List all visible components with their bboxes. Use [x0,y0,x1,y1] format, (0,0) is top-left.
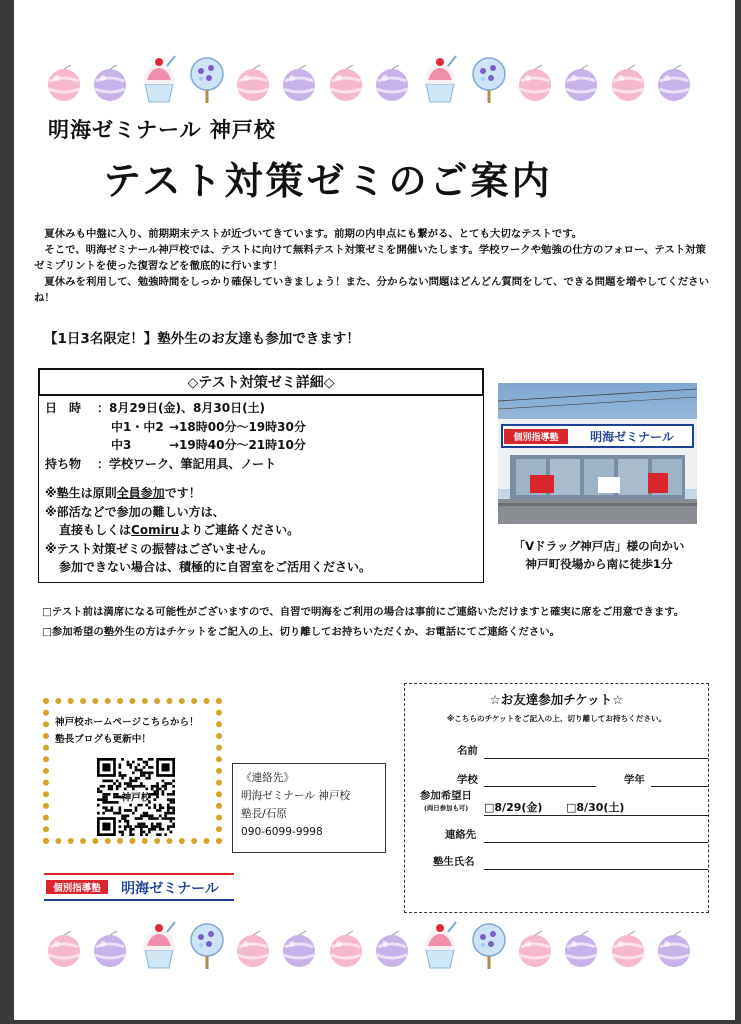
pink-water-balloon-icon [515,930,555,974]
details-heading: ◇テスト対策ゼミ詳細◇ [38,368,484,396]
logo-name: 明海ゼミナール [121,881,219,897]
contact-phone[interactable]: 090-6099-9998 [241,826,323,838]
purple-water-balloon-icon [372,930,412,974]
note-text: ※塾生は原則 [45,486,117,500]
pink-water-balloon-icon [326,930,366,974]
limit-notice: 【1日3名限定！】塾外生のお友達も参加できます！ [44,331,360,347]
ticket-school-field[interactable] [484,786,596,787]
date-label: 日 時 [45,401,82,415]
storefront-illustration [498,383,697,524]
uchiwa-fan-icon [187,922,227,974]
contact-box [232,763,386,853]
qr-caption [55,714,199,748]
brand-logo [44,873,234,901]
viewer-edge [0,1020,741,1024]
ticket-date-hint: (両日参加も可) [424,804,469,812]
page-title: テスト対策ゼミのご案内 [103,159,553,203]
time-row [45,436,477,455]
shaved-ice-icon [418,920,462,974]
uchiwa-fan-icon [469,922,509,974]
note-row: ※部活などで参加の難しい方は、 [45,504,225,519]
pink-water-balloon-icon [326,64,366,108]
caption-line: 神戸町役場から南に徒歩1分 [525,557,673,571]
pink-water-balloon-icon [44,64,84,108]
grade-time: →18時00分～19時30分 [169,419,306,434]
items-row [45,455,477,474]
shaved-ice-icon [137,920,181,974]
date-row [45,399,477,418]
purple-water-balloon-icon [90,930,130,974]
note-item: □参加希望の塾外生の方はチケットをご記入の上、切り離してお持ちいただくか、お電話にてご連絡ください。 [42,626,561,638]
storefront-photo [498,383,697,524]
pink-water-balloon-icon [233,930,273,974]
pink-water-balloon-icon [608,64,648,108]
uchiwa-fan-icon [187,56,227,108]
note-row: ※テスト対策ゼミの振替はございません。 [45,541,273,556]
viewer-edge [0,0,14,1024]
grade-time: →19時40分～21時10分 [169,438,306,452]
ticket-option-829[interactable]: □8/29(金) [484,801,543,814]
qr-center-label: 神戸校 [121,792,151,804]
contact-head: 塾長/石原 [241,808,287,820]
notes-section [42,604,702,644]
note-text: 直接もしくは [59,523,132,537]
note-row: 参加できない場合は、積極的に自習室をご活用ください。 [59,560,372,574]
purple-water-balloon-icon [90,64,130,108]
note-row [45,484,477,503]
pink-water-balloon-icon [233,64,273,108]
ticket-grade-field[interactable] [651,786,708,787]
note-emphasis: 全員参加 [116,486,165,500]
date-value: ：8月29日(金)、8月30日(土) [97,401,266,415]
ticket-option-830[interactable]: □8/30(土) [566,801,625,814]
purple-water-balloon-icon [279,930,319,974]
sign-name-text: 明海ゼミナール [590,430,674,444]
caption-line: 「Vドラッグ神戸店」様の向かい [513,539,685,553]
qr-code[interactable] [97,758,175,836]
qr-caption-line: 神戸校ホームページこちらから！ [55,717,199,728]
ticket-title: ☆お友達参加チケット☆ [489,692,624,707]
sign-tag-text: 個別指導塾 [513,433,559,443]
items-value: ：学校ワーク、筆記用具、ノート [97,456,277,471]
note-item: □テスト前は満席になる可能性がございますので、自習で明海をご利用の場合は事前にご連絡いただけますと確実に席をご用意できます。 [42,606,685,618]
purple-water-balloon-icon [372,64,412,108]
items-label: 持ち物 [45,456,82,471]
pink-water-balloon-icon [515,64,555,108]
purple-water-balloon-icon [279,64,319,108]
logo-tag: 個別指導塾 [53,883,101,894]
ticket-date-label: 参加希望日 [420,790,472,802]
ticket-school-label: 学校 [457,774,478,786]
pink-water-balloon-icon [608,930,648,974]
qr-caption-line: 塾長ブログも更新中！ [55,734,151,745]
uchiwa-fan-icon [469,56,509,108]
school-name: 明海ゼミナール 神戸校 [48,118,276,142]
photo-caption [494,537,704,573]
contact-school: 明海ゼミナール 神戸校 [241,790,351,802]
top-decoration-row [44,52,694,108]
intro-text [34,226,710,306]
details-panel [38,396,484,583]
purple-water-balloon-icon [654,930,694,974]
pink-water-balloon-icon [44,930,84,974]
note-row [45,521,477,540]
purple-water-balloon-icon [561,64,601,108]
shaved-ice-icon [418,54,462,108]
note-text: よりご連絡ください。 [179,523,300,537]
bottom-decoration-row [44,918,694,974]
purple-water-balloon-icon [654,64,694,108]
purple-water-balloon-icon [561,930,601,974]
intro-paragraph: 夏休みを利用して、勉強時間をしっかり確保していきましょう！また、分からない問題はどんどん質問をして、できる問題を増やしてくださいね！ [34,276,709,304]
viewer-edge [735,0,741,1024]
note-text: です！ [164,486,201,500]
ticket-name-field[interactable] [484,758,708,759]
ticket-date-line [484,815,708,816]
intro-paragraph: 夏休みも中盤に入り、前期期末テストが近づいてきています。前期の内申点にも繋がる、とても大切なテストです。 [44,228,583,240]
shaved-ice-icon [137,54,181,108]
ticket-subtitle: ※こちらのチケットをご記入の上、切り離してお持ちください。 [446,714,667,723]
intro-paragraph: そこで、明海ゼミナール神戸校では、テストに向けて無料テスト対策ゼミを開催いたします。学校ワークや勉強の仕方のフォロー、テスト対策ゼミプリントを使った復習などを徹底的に行います！ [34,244,706,272]
ticket-contact-field[interactable] [484,842,708,843]
grade-label: 中3 [111,438,132,452]
contact-heading: 《連絡先》 [241,772,294,784]
comiru-link: Comiru [131,523,180,537]
time-row [45,418,477,437]
ticket-student-label: 塾生氏名 [433,856,475,868]
ticket-contact-label: 連絡先 [445,829,477,841]
ticket-name-label: 名前 [457,745,478,757]
ticket-student-field[interactable] [484,869,708,870]
ticket-grade-label: 学年 [624,774,645,786]
grade-label: 中1・中2 [111,419,164,434]
